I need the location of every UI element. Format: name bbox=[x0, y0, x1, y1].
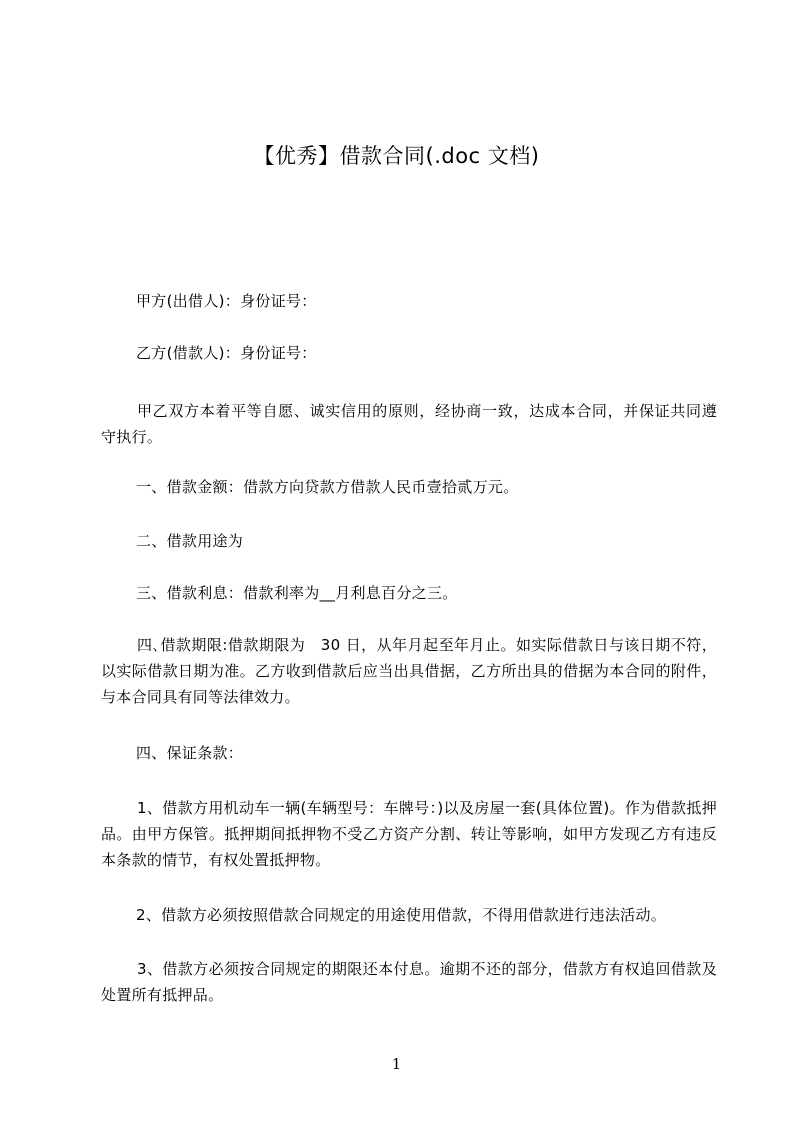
loan-purpose-clause: 二、借款用途为 bbox=[136, 532, 244, 550]
preamble-paragraph: 甲乙双方本着平等自愿、诚实信用的原则，经协商一致，达成本合同，并保证共同遵守执行。 bbox=[101, 402, 717, 446]
guarantee-heading: 四、保证条款： bbox=[136, 744, 244, 762]
loan-term-clause: 四､借款期限:借款期限为 30 日，从年月起至年月止。如实际借款日与该日期不符，以实际借款日期为准。乙方收到借款后应当出具借据，乙方所出具的借据为本合同的附件，与本合同具有同等法律效力。 bbox=[101, 636, 717, 706]
guarantee-item-1: 1、借款方用机动车一辆(车辆型号：车牌号：)以及房屋一套(具体位置)。作为借款抵押品。由甲方保管。抵押期间抵押物不受乙方资产分割、转让等影响，如甲方发现乙方有违反本条款的情节，有权处置抵押物。 bbox=[101, 799, 717, 869]
guarantee-item-3: 3、借款方必须按合同规定的期限还本付息。逾期不还的部分，借款方有权追回借款及处置所有抵押品。 bbox=[101, 960, 717, 1004]
loan-amount-clause: 一、借款金额：借款方向贷款方借款人民币壹拾贰万元。 bbox=[136, 478, 519, 496]
loan-interest-clause: 三、借款利息：借款利率为__月利息百分之三。 bbox=[136, 584, 458, 602]
guarantee-item-2: 2、借款方必须按照借款合同规定的用途使用借款，不得用借款进行违法活动。 bbox=[136, 906, 667, 924]
party-b-line: 乙方(借款人)：身份证号： bbox=[136, 344, 317, 362]
document-title: 【优秀】借款合同(.doc 文档) bbox=[253, 144, 540, 168]
party-a-line: 甲方(出借人)：身份证号： bbox=[136, 292, 317, 310]
page-number: 1 bbox=[391, 1055, 402, 1073]
